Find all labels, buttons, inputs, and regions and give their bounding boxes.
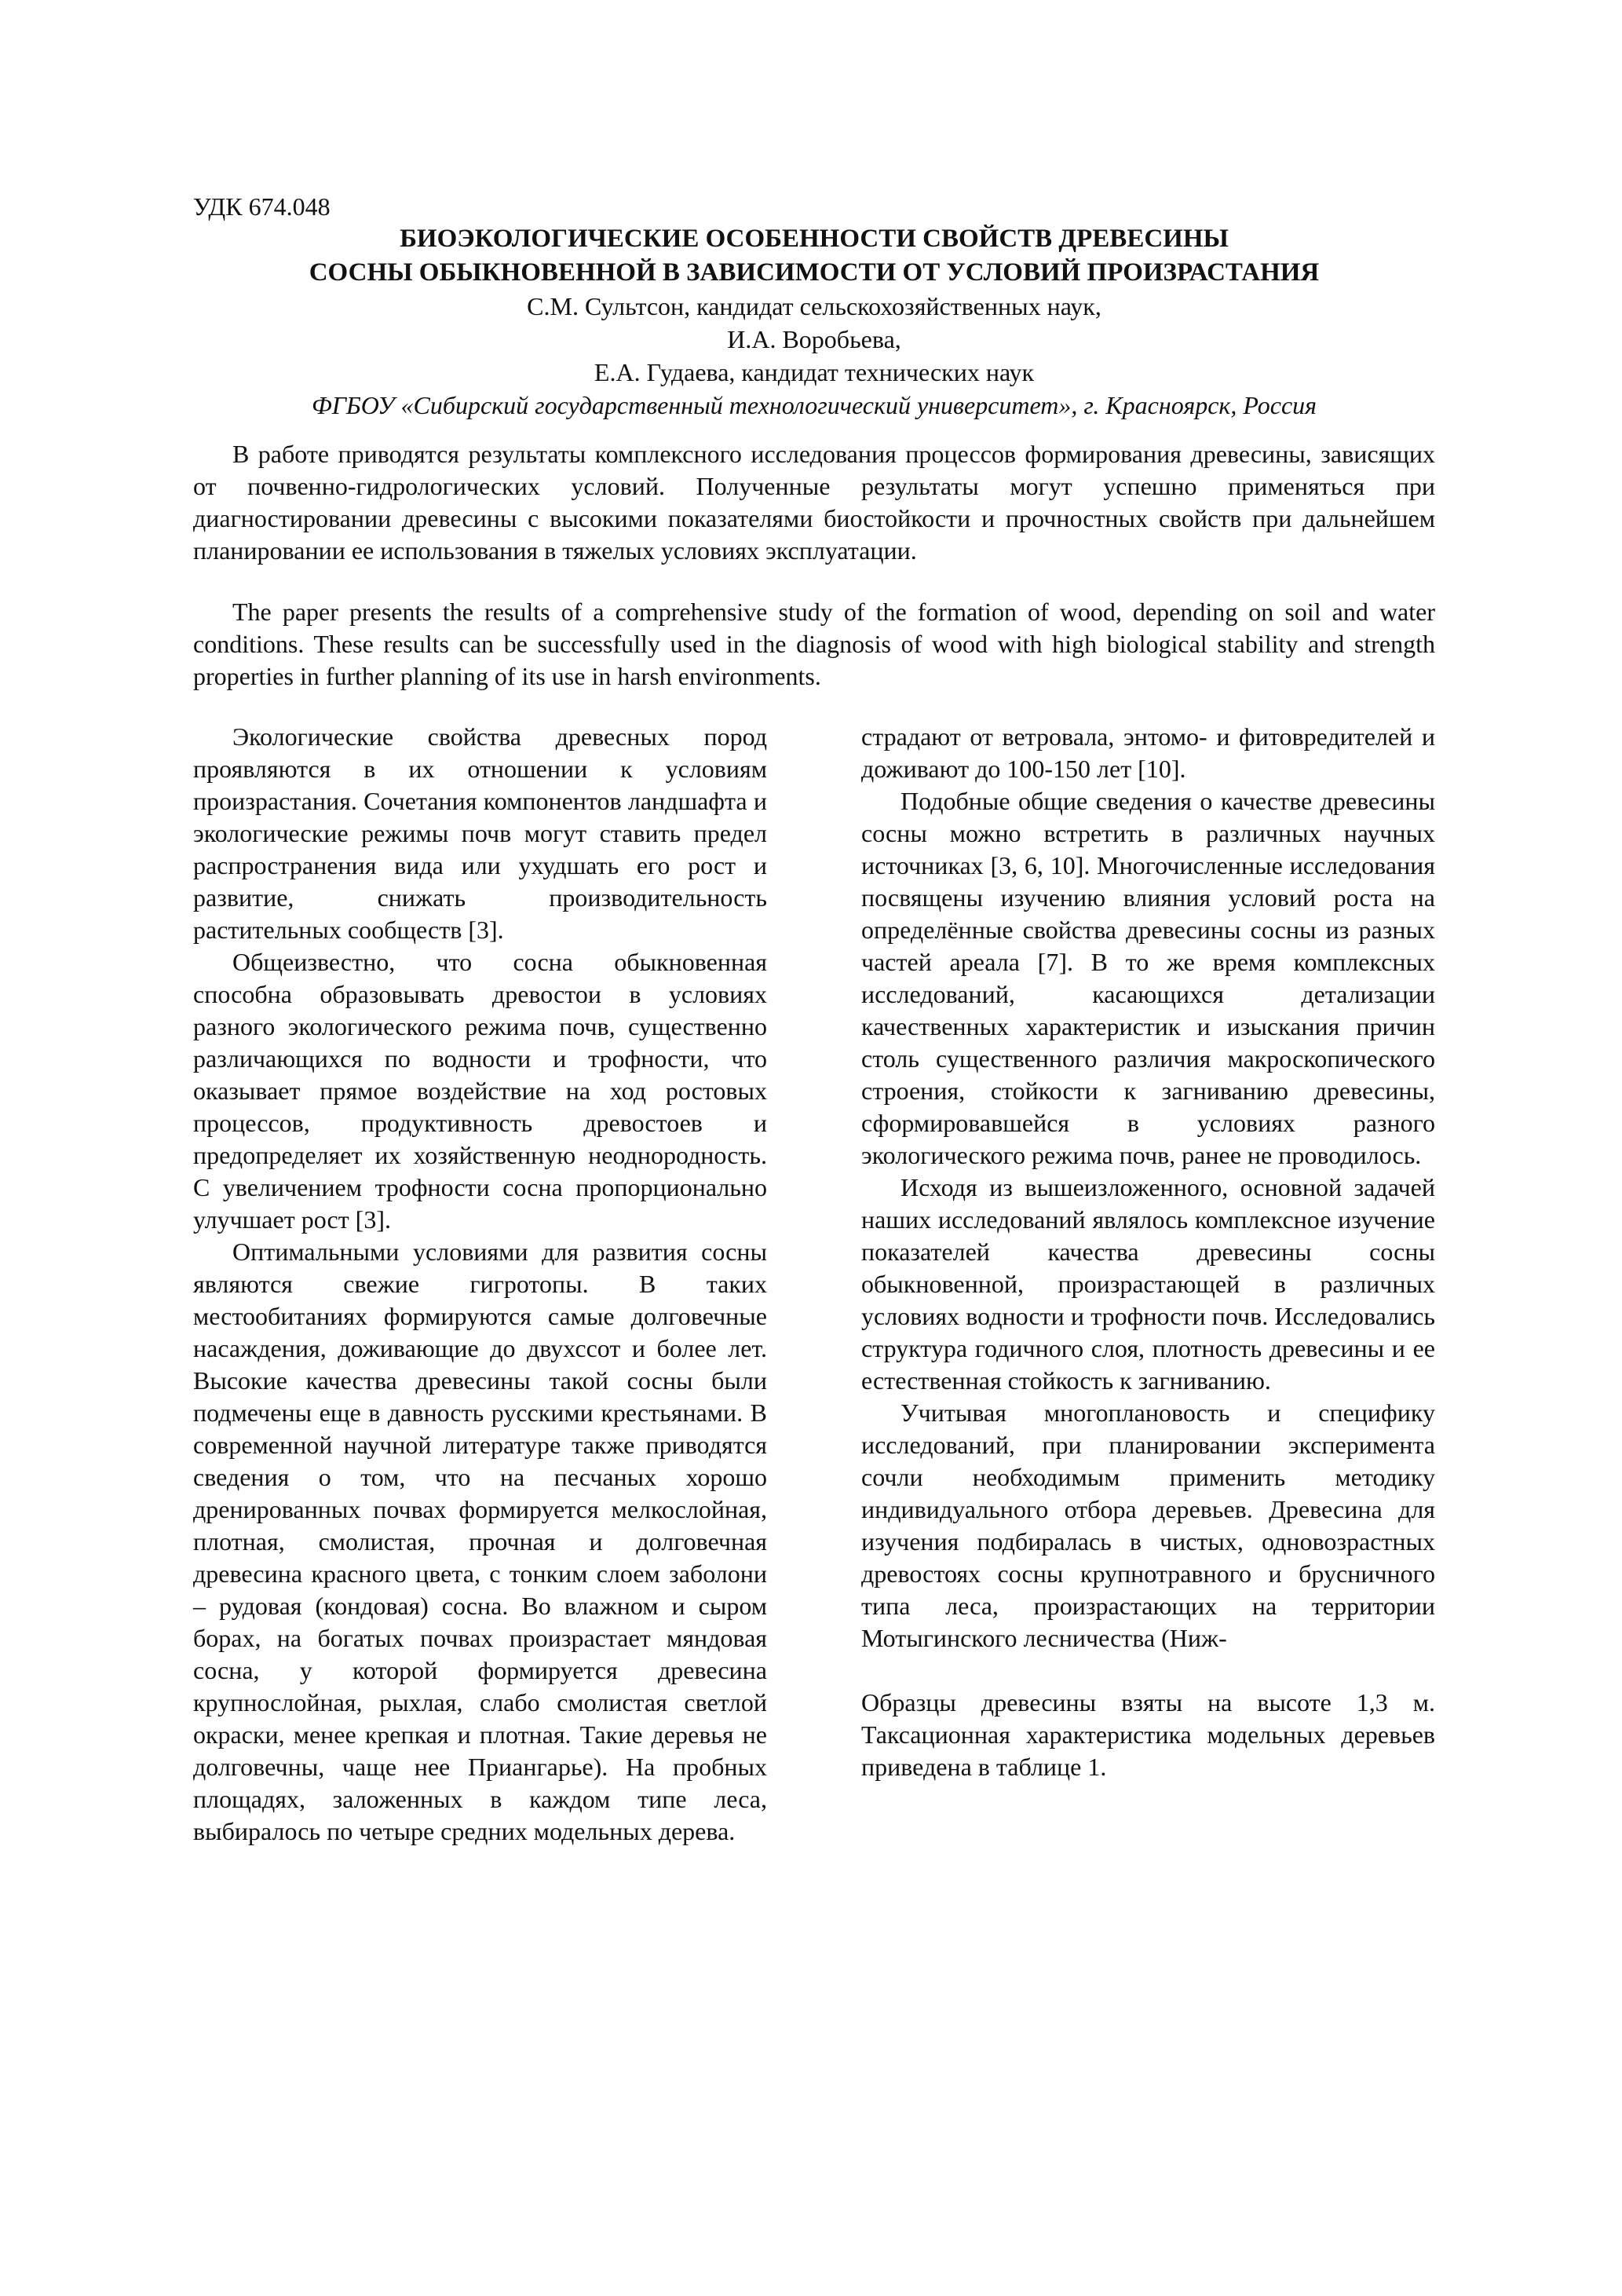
body-column-right: [861, 721, 1435, 1783]
column-gap: [861, 1654, 1435, 1687]
body-paragraph: Подобные общие сведения о качестве древесины сосны можно встретить в различных научных источниках [3, 6, 10]. Многочисленные исследования посвящены изучению влияния условий роста на определённые свойства древесины сосны из разных частей ареала [7]. В то же время комплексных исследований, касающихся детализации качественных характеристик и изыскания причин столь существенного различия макроскопического строения, стойкости к загниванию древесины, сформировавшейся в условиях разного экологического режима почв, ранее не проводилось.: [861, 787, 1435, 1169]
author-vorobyeva: И.А. Воробьева,: [727, 325, 901, 353]
body-column-left: [193, 721, 767, 1848]
article-title-line-1: БИОЭКОЛОГИЧЕСКИЕ ОСОБЕННОСТИ СВОЙСТВ ДРЕВЕСИНЫ: [400, 225, 1229, 253]
body-paragraph: Оптимальными условиями для развития сосны являются свежие гигротопы. В таких местообитаниях формируются самые долговечные насаждения, доживающие до двухссот и более лет. Высокие качества древесины такой сосны были подмечены еще в давность русскими крестьянами. В современной научной литературе также приводятся сведения о том, что на песчаных хорошо дренированных почвах формируется мелкослойная, плотная, смолистая, прочная и долговечная древесина красного цвета, с тонким слоем заболони – рудовая (кондовая) сосна. Во влажном и сыром борах, на богатых почвах произрастает мяндовая сосна, у которой формируется древесина крупнослойная, рыхлая, слабо смолистая светлой окраски, менее крепкая и плотная. Такие деревья не долговечны, чаще нее Приангарье). На пробных площадях, заложенных в каждом типе леса, выбиралось по четыре средних модельных дерева.: [193, 1238, 767, 1845]
abstract-russian: В работе приводятся результаты комплексного исследования процессов формирования древесины, зависящих от почвенно-гидрологических условий. Полученные результаты могут успешно применяться при диагностировании древесины с высокими показателями биостойкости и прочностных свойств при дальнейшем планировании ее использования в тяжелых условиях эксплуатации.: [193, 440, 1435, 565]
article-title-line-2: СОСНЫ ОБЫКНОВЕННОЙ В ЗАВИСИМОСТИ ОТ УСЛОВИЙ ПРОИЗРАСТАНИЯ: [309, 258, 1320, 287]
article-header: [193, 222, 1435, 422]
body-paragraph: Исходя из вышеизложенного, основной задачей наших исследований являлось комплексное изучение показателей качества древесины сосны обыкновенной, произрастающей в различных условиях водности и трофности почв. Исследовались структура годичного слоя, плотность древесины и ее естественная стойкость к загниванию.: [861, 1173, 1435, 1395]
body-paragraph: Общеизвестно, что сосна обыкновенная способна образовывать древостои в условиях разного экологического режима почв, существенно различающихся по водности и трофности, что оказывает прямое воздействие на ход ростовых процессов, продуктивность древостоев и предопределяет их хозяйственную неоднородность. С увеличением трофности сосна пропорционально улучшает рост [3].: [193, 948, 767, 1234]
author-sultson: С.М. Сультсон, кандидат сельскохозяйственных наук,: [527, 292, 1101, 320]
body-paragraph: Учитывая многоплановость и специфику исследований, при планировании эксперимента сочли необходимым применить методику индивидуального отбора деревьев. Древесина для изучения подбиралась в чистых, одновозрастных древостоях сосны крупнотравного и брусничного типа леса, произрастающих на территории Мотыгинского лесничества (Ниж-: [861, 1398, 1435, 1652]
body-paragraph-samples: Образцы древесины взяты на высоте 1,3 м. Таксационная характеристика модельных деревьев приведена в таблице 1.: [861, 1688, 1435, 1781]
abstract-english: The paper presents the results of a comprehensive study of the formation of wood, depending on soil and water conditions. These results can be successfully used in the diagnosis of wood with high biological stability and strength properties in further planning of its use in harsh environments.: [193, 598, 1435, 690]
author-gudaeva: Е.А. Гудаева, кандидат технических наук: [594, 358, 1035, 386]
body-paragraph-continued: страдают от ветровала, энтомо- и фитовредителей и доживают до 100-150 лет [10].: [861, 722, 1435, 783]
body-paragraph: Экологические свойства древесных пород проявляются в их отношении к условиям произрастания. Сочетания компонентов ландшафта и экологические режимы почв могут ставить предел распространения вида или ухудшать его рост и развитие, снижать производительность растительных сообществ [3].: [193, 722, 767, 944]
udk-code: УДК 674.048: [193, 192, 331, 221]
affiliation: ФГБОУ «Сибирский государственный технологический университет», г. Красноярск, Россия: [311, 391, 1317, 419]
